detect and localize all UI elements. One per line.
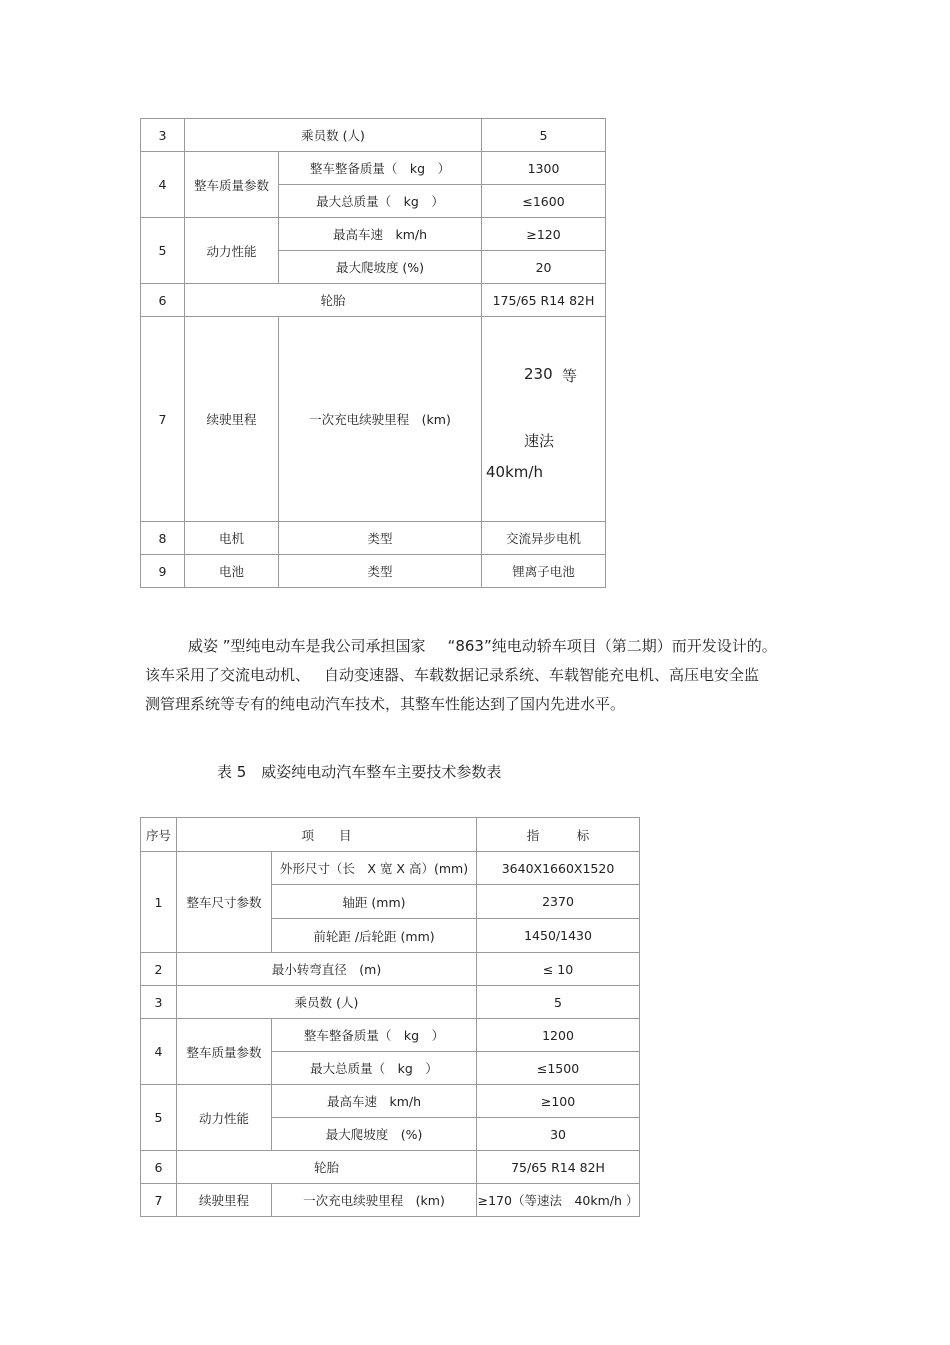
group-label: 续驶里程: [177, 1184, 272, 1217]
header-item: 项 目: [177, 818, 477, 852]
row-number: 2: [141, 953, 177, 986]
table-row: [141, 522, 606, 555]
table-row: [141, 555, 606, 588]
item-label: 轴距 (mm): [272, 885, 477, 919]
item-value: ≥100: [477, 1085, 640, 1118]
header-no: 序号: [141, 818, 177, 852]
table-caption: 表 5 威姿纯电动汽车整车主要技术参数表: [217, 763, 502, 781]
header-value: 指 标: [477, 818, 640, 852]
table-row: [141, 953, 640, 986]
item-value: 5: [477, 986, 640, 1019]
item-label: 最高车速 km/h: [272, 1085, 477, 1118]
item-label: 乘员数 (人): [177, 986, 477, 1019]
item-label: 最大总质量（ kg ）: [272, 1052, 477, 1085]
group-label: 电机: [185, 522, 279, 555]
table-row: [141, 152, 606, 185]
row-number: 7: [141, 1184, 177, 1217]
item-value: 75/65 R14 82H: [477, 1151, 640, 1184]
item-label: 最大总质量（ kg ）: [279, 185, 482, 218]
range-speed-label: 速法: [524, 432, 555, 450]
group-label: 动力性能: [177, 1085, 272, 1151]
item-label: 一次充电续驶里程 (km): [272, 1184, 477, 1217]
item-label: 类型: [279, 555, 482, 588]
row-number: 1: [141, 852, 177, 953]
spec-table-weizi: [140, 817, 640, 1217]
paragraph-line: 测管理系统等专有的纯电动汽车技术，其整车性能达到了国内先进水平。: [145, 695, 626, 713]
table-row: [141, 852, 640, 885]
group-label: 动力性能: [185, 218, 279, 284]
item-value: ≥120: [482, 218, 606, 251]
range-value-cell: [482, 317, 606, 522]
item-value: 175/65 R14 82H: [482, 284, 606, 317]
item-value: 1300: [482, 152, 606, 185]
row-number: 3: [141, 119, 185, 152]
range-eq-label: 等: [562, 367, 578, 385]
table-row: [141, 1184, 640, 1217]
item-value: 交流异步电机: [482, 522, 606, 555]
table-header-row: [141, 818, 640, 852]
item-label: 外形尺寸（长 X 宽 X 高）(mm): [272, 852, 477, 885]
row-number: 8: [141, 522, 185, 555]
group-label: 整车质量参数: [177, 1019, 272, 1085]
item-value: 锂离子电池: [482, 555, 606, 588]
row-number: 3: [141, 986, 177, 1019]
item-label: 最大爬坡度 (%): [272, 1118, 477, 1151]
table-row: [141, 284, 606, 317]
row-number: 6: [141, 1151, 177, 1184]
group-label: 整车尺寸参数: [177, 852, 272, 953]
row-number: 9: [141, 555, 185, 588]
item-label: 最大爬坡度 (%): [279, 251, 482, 284]
item-value: 1450/1430: [477, 919, 640, 953]
item-value: 2370: [477, 885, 640, 919]
table-row: [141, 317, 606, 522]
table-row: [141, 119, 606, 152]
item-label: 整车整备质量（ kg ）: [272, 1019, 477, 1052]
paragraph-line: 威姿 ”型纯电动车是我公司承担国家 “863”纯电动轿车项目（第二期）而开发设计的。: [188, 637, 777, 655]
row-number: 4: [141, 1019, 177, 1085]
table-row: [141, 218, 606, 251]
item-value: ≤1500: [477, 1052, 640, 1085]
range-value: 230: [524, 365, 553, 383]
paragraph-line: 该车采用了交流电动机、 自动变速器、车载数据记录系统、车载智能充电机、高压电安全监: [145, 666, 760, 684]
item-label: 轮胎: [185, 284, 482, 317]
item-label: 乘员数 (人): [185, 119, 482, 152]
table-row: [141, 986, 640, 1019]
spec-table-previous: [140, 118, 606, 588]
item-label: 最小转弯直径 (m): [177, 953, 477, 986]
group-label: 续驶里程: [185, 317, 279, 522]
item-label: 类型: [279, 522, 482, 555]
row-number: 5: [141, 1085, 177, 1151]
item-label: 最高车速 km/h: [279, 218, 482, 251]
item-value: 30: [477, 1118, 640, 1151]
group-label: 整车质量参数: [185, 152, 279, 218]
item-label: 前轮距 /后轮距 (mm): [272, 919, 477, 953]
item-value: ≥170（等速法 40km/h ）: [477, 1184, 640, 1217]
item-value: ≤1600: [482, 185, 606, 218]
table-row: [141, 1151, 640, 1184]
item-label: 整车整备质量（ kg ）: [279, 152, 482, 185]
row-number: 4: [141, 152, 185, 218]
item-label: 一次充电续驶里程 (km): [279, 317, 482, 522]
item-value: 5: [482, 119, 606, 152]
item-value: 1200: [477, 1019, 640, 1052]
row-number: 7: [141, 317, 185, 522]
row-number: 6: [141, 284, 185, 317]
row-number: 5: [141, 218, 185, 284]
range-speed-value: 40km/h: [486, 463, 543, 481]
item-value: 20: [482, 251, 606, 284]
table-row: [141, 1019, 640, 1052]
item-value: ≤ 10: [477, 953, 640, 986]
body-paragraph: [145, 632, 785, 719]
item-value: 3640X1660X1520: [477, 852, 640, 885]
item-label: 轮胎: [177, 1151, 477, 1184]
group-label: 电池: [185, 555, 279, 588]
table-row: [141, 1085, 640, 1118]
